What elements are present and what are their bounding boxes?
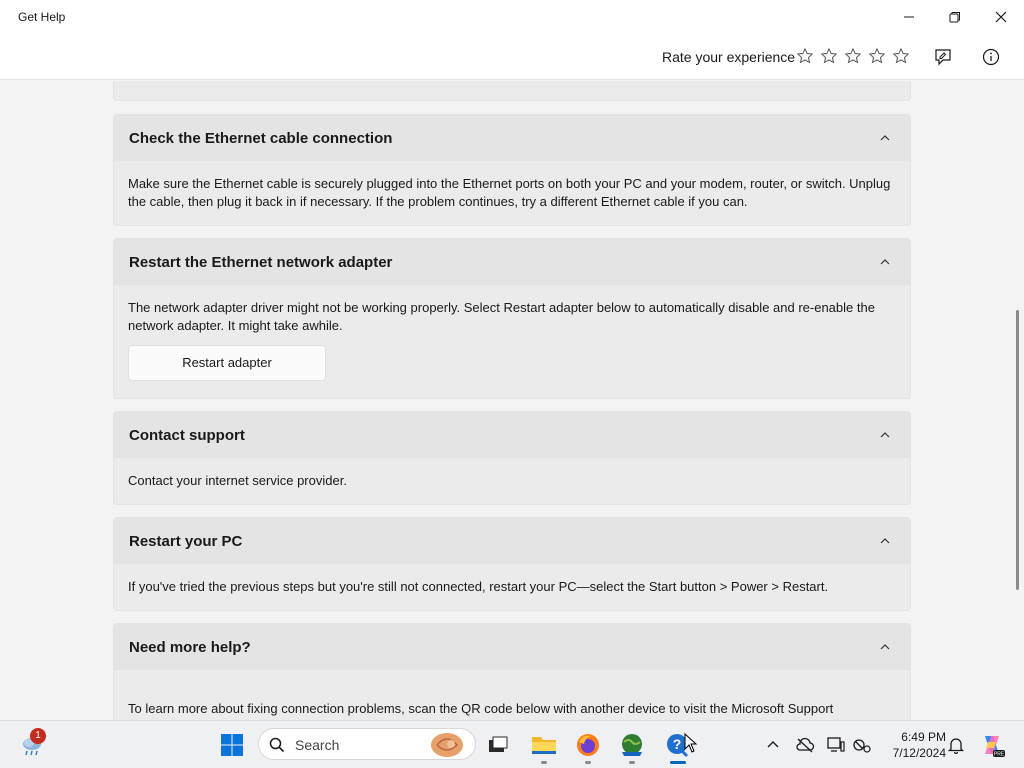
copilot-button[interactable] xyxy=(976,729,1008,761)
windows-icon xyxy=(220,733,244,757)
firefox-icon xyxy=(575,732,601,758)
onedrive-button[interactable] xyxy=(789,729,821,761)
show-hidden-icons-button[interactable] xyxy=(757,729,789,761)
firefox-button[interactable] xyxy=(572,729,604,761)
globe-icon xyxy=(619,732,645,758)
restore-button[interactable] xyxy=(932,0,978,34)
search-placeholder: Search xyxy=(295,737,340,753)
card-body-text: The network adapter driver might not be working properly. Select Restart adapter below to automatically disable and re-enable the network adapter. It might take awhile. xyxy=(128,300,875,333)
minimize-icon xyxy=(903,11,915,23)
running-indicator xyxy=(629,761,635,764)
close-icon xyxy=(995,11,1007,23)
search-highlight-icon xyxy=(429,731,465,759)
card-body: If you've tried the previous steps but you're still not connected, restart your PC—select the Start button > Power > Restart. xyxy=(128,579,829,594)
running-indicator xyxy=(585,761,591,764)
card-title: Check the Ethernet cable connection xyxy=(129,130,393,147)
folder-icon xyxy=(531,733,557,757)
notifications-button[interactable] xyxy=(940,729,972,761)
star-icon[interactable] xyxy=(843,46,863,66)
feedback-button[interactable] xyxy=(930,44,956,70)
card-ethernet-cable xyxy=(113,114,911,226)
chevron-up-icon xyxy=(878,131,892,145)
card-header[interactable] xyxy=(114,115,910,161)
card-title: Need more help? xyxy=(129,639,251,656)
card-need-more-help xyxy=(113,623,911,720)
search-icon xyxy=(269,737,285,753)
rating-stars xyxy=(795,46,911,66)
notification-badge: 1 xyxy=(30,728,46,744)
card-header[interactable] xyxy=(114,412,910,458)
network-status-button[interactable] xyxy=(846,729,878,761)
card-contact-support xyxy=(113,411,911,505)
info-button[interactable] xyxy=(978,44,1004,70)
close-button[interactable] xyxy=(978,0,1024,34)
task-view-button[interactable] xyxy=(482,729,514,761)
chevron-up-icon xyxy=(878,255,892,269)
card-header[interactable] xyxy=(114,518,910,564)
task-view-icon xyxy=(487,734,509,756)
clock-date: 7/12/2024 xyxy=(892,746,946,760)
chevron-up-icon xyxy=(878,640,892,654)
network-app-button[interactable] xyxy=(616,729,648,761)
taskbar xyxy=(0,720,1024,768)
card-restart-pc xyxy=(113,517,911,611)
card-body xyxy=(114,285,910,395)
display-icon xyxy=(826,736,846,754)
card-restart-adapter xyxy=(113,238,911,399)
start-button[interactable] xyxy=(216,729,248,761)
network-icon xyxy=(852,736,872,754)
card-header[interactable] xyxy=(114,239,910,285)
svg-text:?: ? xyxy=(672,736,682,752)
chevron-up-icon xyxy=(878,534,892,548)
minimize-button[interactable] xyxy=(886,0,932,34)
star-icon[interactable] xyxy=(867,46,887,66)
file-explorer-button[interactable] xyxy=(528,729,560,761)
card-header[interactable] xyxy=(114,624,910,670)
app-header xyxy=(0,34,1024,80)
cloud-offline-icon xyxy=(795,737,815,753)
chevron-up-icon xyxy=(878,428,892,442)
feedback-icon xyxy=(934,48,952,66)
clock-time: 6:49 PM xyxy=(901,730,946,744)
active-indicator xyxy=(670,761,686,764)
vertical-scrollbar[interactable] xyxy=(1016,310,1019,590)
bell-icon xyxy=(947,736,965,754)
mouse-cursor-icon xyxy=(684,733,698,753)
previous-card xyxy=(113,81,911,101)
clock[interactable] xyxy=(880,729,946,761)
chevron-up-icon xyxy=(766,738,780,752)
star-icon[interactable] xyxy=(819,46,839,66)
svg-text:PRE: PRE xyxy=(993,751,1005,758)
card-title: Restart your PC xyxy=(129,533,243,550)
card-title: Contact support xyxy=(129,427,245,444)
card-body: Make sure the Ethernet cable is securely plugged into the Ethernet ports on both your PC and your modem, router, or switch. Unplug the cable, then plug it back in if necessary. If the problem continues, try a different Ethernet cable if you can. xyxy=(128,176,891,209)
rate-experience-label: Rate your experience xyxy=(662,49,796,65)
star-icon[interactable] xyxy=(795,46,815,66)
card-title: Restart the Ethernet network adapter xyxy=(129,254,393,271)
card-body: Contact your internet service provider. xyxy=(128,473,347,488)
copilot-icon xyxy=(979,732,1005,758)
help-content xyxy=(0,81,1024,720)
taskbar-search[interactable] xyxy=(258,728,476,760)
restore-icon xyxy=(949,11,961,23)
card-body: To learn more about fixing connection problems, scan the QR code below with another device to visit the Microsoft Support xyxy=(128,701,834,716)
running-indicator xyxy=(541,761,547,764)
info-icon xyxy=(982,48,1000,66)
restart-adapter-button[interactable]: Restart adapter xyxy=(128,345,326,381)
star-icon[interactable] xyxy=(891,46,911,66)
title-bar xyxy=(0,0,1024,34)
window-title: Get Help xyxy=(18,10,66,24)
